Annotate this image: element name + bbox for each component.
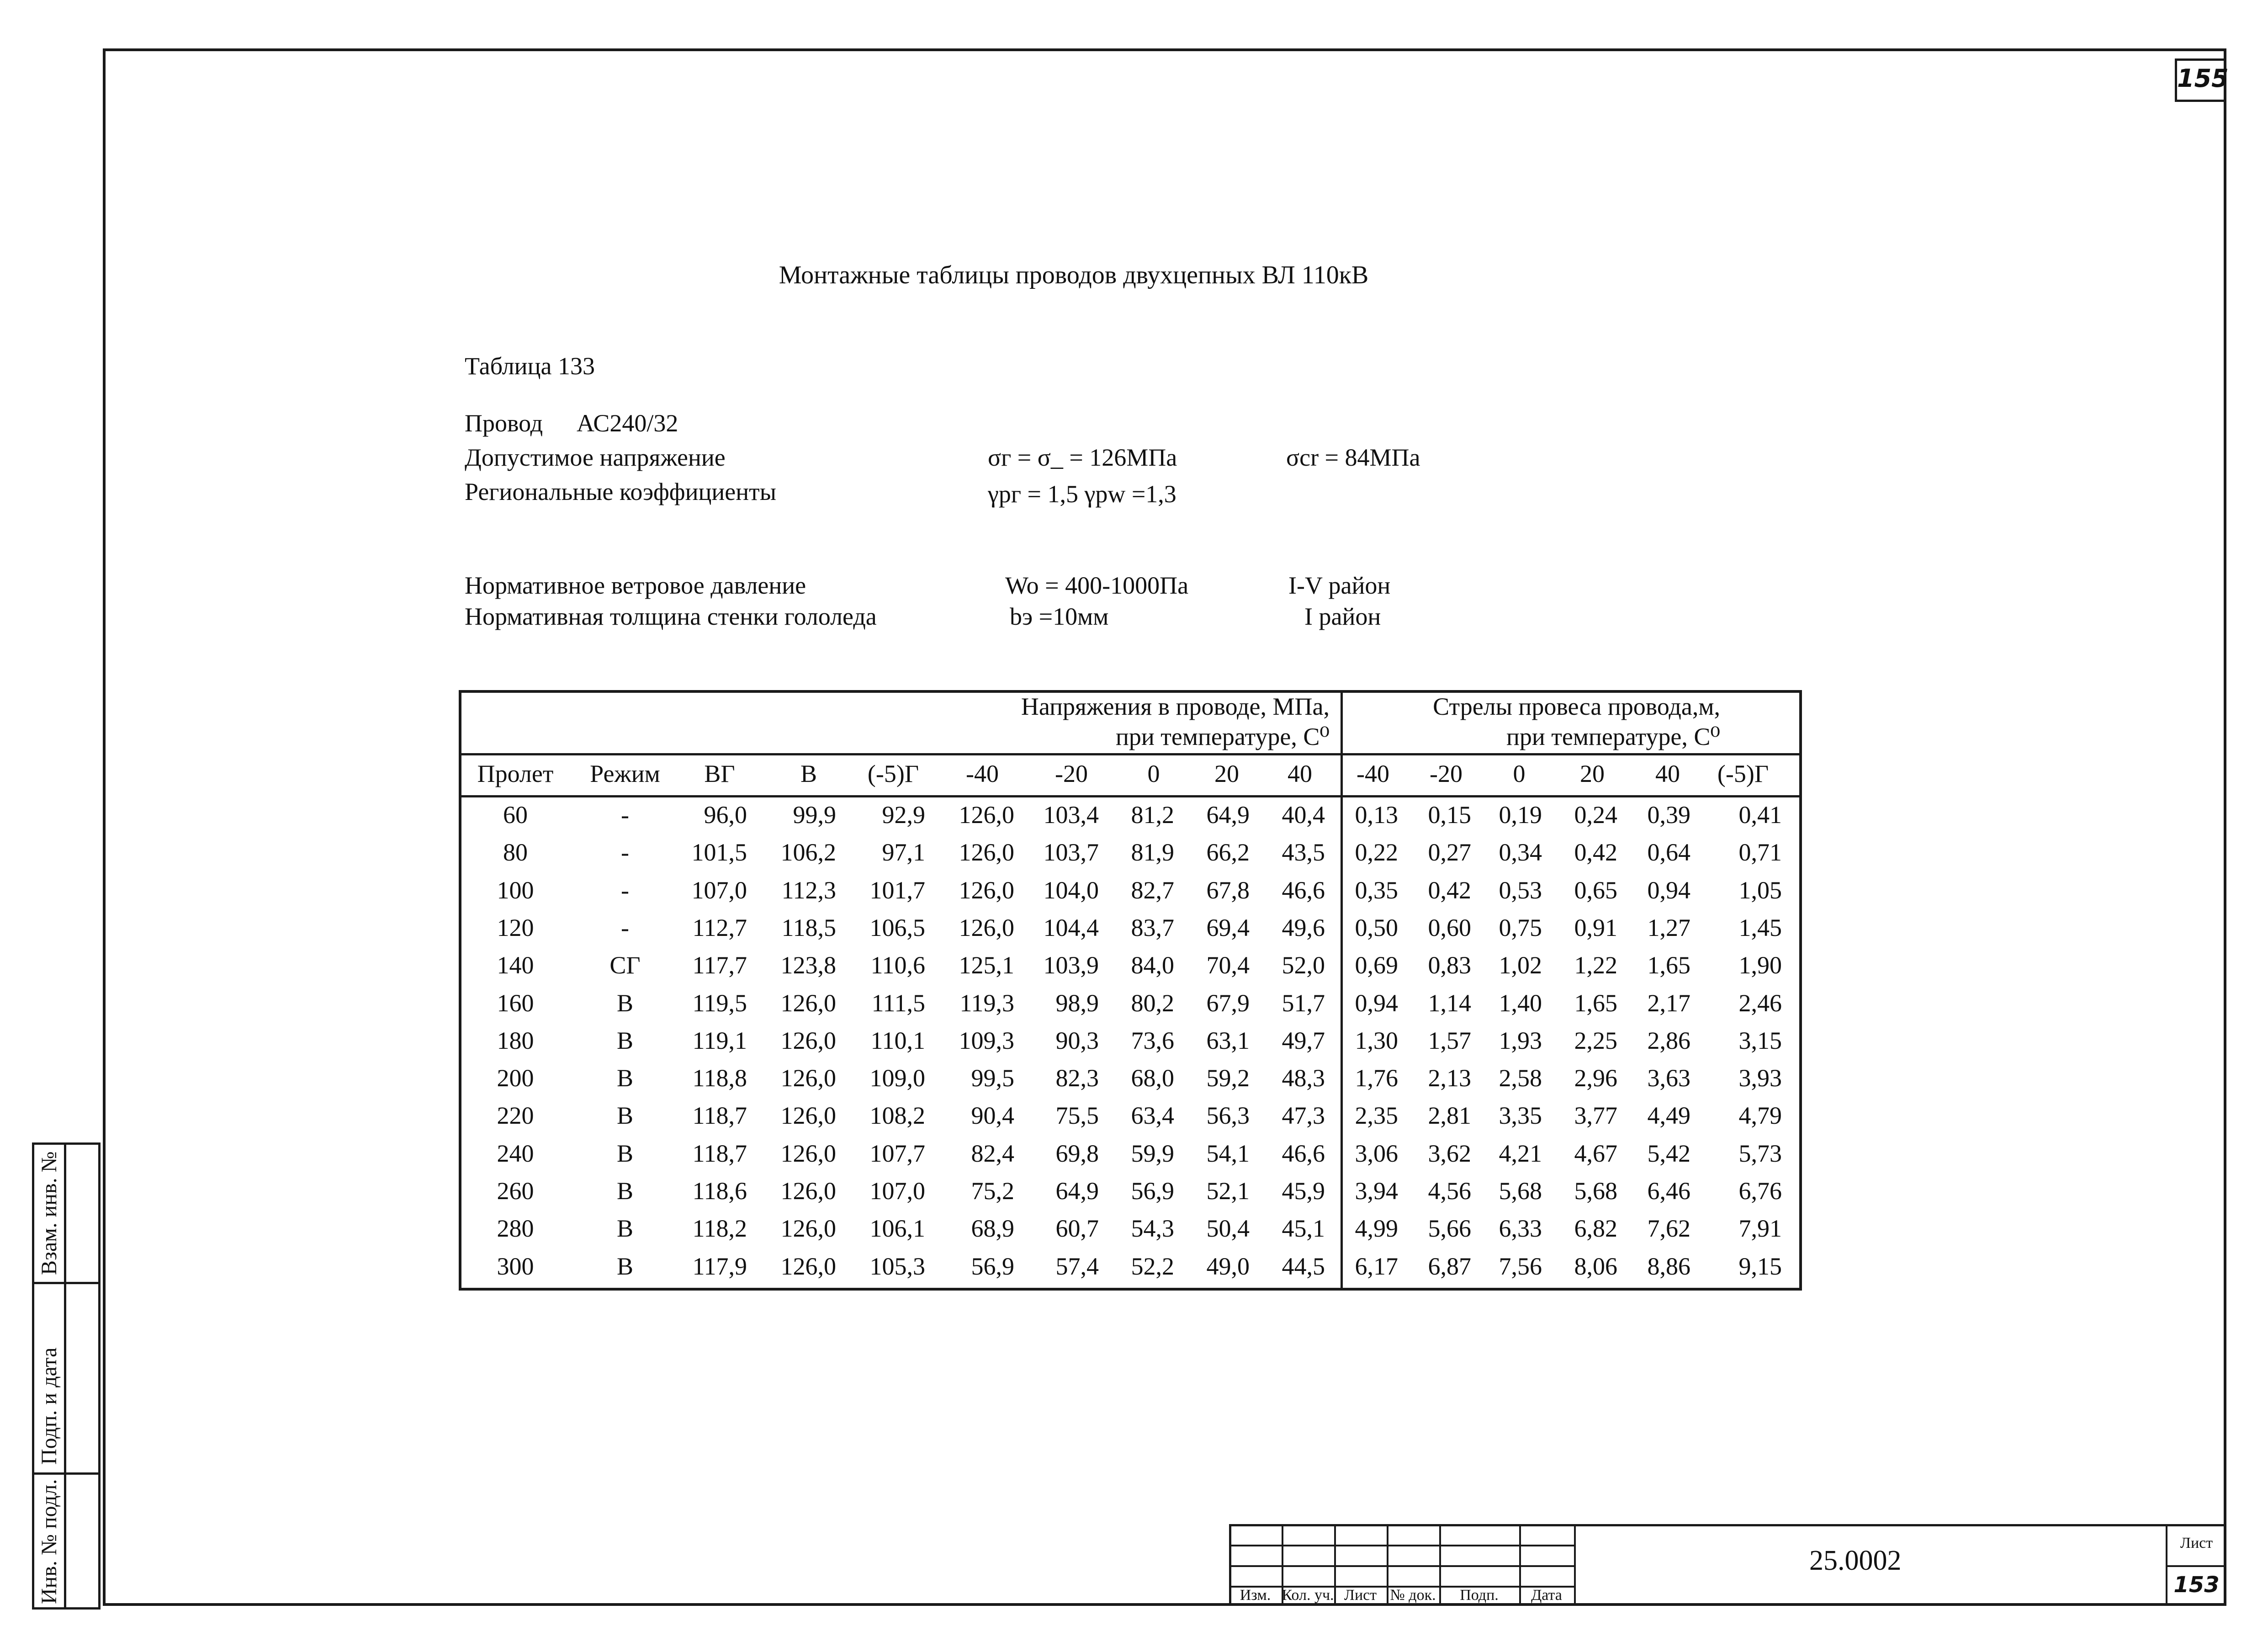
table-cell: 73,6 [1131, 1026, 1174, 1054]
column-header: -40 [1357, 760, 1389, 787]
title-block-row-line [1229, 1565, 1574, 1567]
replace-inventory-field: Взам. инв. № [37, 1151, 61, 1275]
table-cell: 46,6 [1282, 1139, 1325, 1167]
table-cell: 126,0 [959, 876, 1014, 904]
table-cell: 3,06 [1355, 1139, 1398, 1167]
table-cell: 99,9 [793, 801, 836, 829]
span-cell: 280 [497, 1215, 534, 1243]
table-cell: 0,15 [1428, 801, 1471, 829]
table-cell: 69,8 [1055, 1139, 1099, 1167]
column-header: -20 [1430, 760, 1463, 787]
table-cell: 1,57 [1428, 1026, 1471, 1054]
table-cell: 119,1 [692, 1026, 747, 1054]
table-cell: 0,35 [1355, 876, 1398, 904]
table-cell: 90,4 [971, 1102, 1014, 1130]
table-cell: 103,9 [1043, 951, 1099, 979]
table-cell: 3,94 [1355, 1177, 1398, 1205]
table-cell: 4,21 [1499, 1139, 1542, 1167]
column-header: 20 [1214, 760, 1239, 787]
table-cell: 92,9 [882, 801, 925, 829]
title-block-label: № док. [1390, 1587, 1436, 1604]
table-cell: 1,45 [1738, 914, 1782, 941]
table-cell: 49,7 [1282, 1026, 1325, 1054]
ice-region: I район [1304, 603, 1381, 630]
table-cell: 4,67 [1574, 1139, 1617, 1167]
table-cell: 63,4 [1131, 1102, 1174, 1130]
table-cell: 4,49 [1647, 1102, 1690, 1130]
table-cell: 2,13 [1428, 1064, 1471, 1092]
table-cell: 56,9 [1131, 1177, 1174, 1205]
table-cell: 68,9 [971, 1215, 1014, 1243]
table-cell: 45,1 [1282, 1215, 1325, 1243]
table-cell: 0,64 [1647, 839, 1690, 866]
table-cell: 70,4 [1206, 951, 1250, 979]
wire-value: АС240/32 [577, 409, 678, 437]
table-cell: 0,94 [1355, 989, 1398, 1017]
table-cell: 2,58 [1499, 1064, 1542, 1092]
ice-value: bэ =10мм [1010, 603, 1109, 630]
title-block-label: Кол. уч. [1282, 1587, 1334, 1604]
column-header: (-5)Г [867, 760, 919, 787]
stress-value: σг = σ_ = 126МПа [988, 444, 1177, 471]
ice-label: Нормативная толщина стенки гололеда [465, 603, 877, 630]
table-cell: 4,99 [1355, 1215, 1398, 1243]
table-cell: 51,7 [1282, 989, 1325, 1017]
table-cell: 0,53 [1499, 876, 1542, 904]
column-header: В [800, 760, 817, 787]
coef-label: Региональные коэффициенты [465, 478, 777, 505]
table-cell: 126,0 [780, 1026, 836, 1054]
table-cell: 6,76 [1738, 1177, 1782, 1205]
column-header: Режим [590, 760, 660, 787]
table-cell: 106,1 [869, 1215, 925, 1243]
table-cell: 101,5 [691, 839, 747, 866]
span-cell: 80 [503, 839, 528, 866]
table-cell: 1,90 [1738, 951, 1782, 979]
column-header: 0 [1147, 760, 1160, 787]
table-cell: 0,75 [1499, 914, 1542, 941]
column-header: ВГ [704, 760, 735, 787]
table-cell: 118,7 [692, 1139, 747, 1167]
wind-label: Нормативное ветровое давление [465, 572, 806, 599]
table-cell: 82,7 [1131, 876, 1174, 904]
table-cell: 117,7 [692, 951, 747, 979]
span-cell: 220 [497, 1102, 534, 1130]
table-cell: 2,86 [1647, 1026, 1690, 1054]
mode-cell: В [616, 989, 634, 1017]
span-cell: 260 [497, 1177, 534, 1205]
table-cell: 112,7 [692, 914, 747, 941]
table-header-divider [459, 753, 1802, 755]
table-cell: 0,13 [1355, 801, 1398, 829]
table-cell: 64,9 [1055, 1177, 1099, 1205]
span-cell: 160 [497, 989, 534, 1017]
span-cell: 140 [497, 951, 534, 979]
table-cell: 108,2 [869, 1102, 925, 1130]
column-header: -40 [966, 760, 999, 787]
column-header: 20 [1580, 760, 1605, 787]
table-cell: 106,2 [780, 839, 836, 866]
table-cell: 84,0 [1131, 951, 1174, 979]
table-cell: 1,02 [1499, 951, 1542, 979]
wind-region: I-V район [1288, 572, 1391, 599]
table-cell: 2,25 [1574, 1026, 1617, 1054]
table-cell: 57,4 [1055, 1252, 1099, 1280]
table-cell: 112,3 [781, 876, 836, 904]
table-cell: 75,2 [971, 1177, 1014, 1205]
table-cell: 98,9 [1055, 989, 1099, 1017]
table-cell: 6,33 [1499, 1215, 1542, 1243]
table-cell: 109,0 [869, 1064, 925, 1092]
table-cell: 60,7 [1055, 1215, 1099, 1243]
table-cell: 5,73 [1738, 1139, 1782, 1167]
table-cell: 48,3 [1282, 1064, 1325, 1092]
inventory-original-field: Инв. № подл. [37, 1479, 61, 1604]
coef-value: γpг = 1,5 γpw =1,3 [988, 480, 1176, 508]
column-header: 40 [1655, 760, 1680, 787]
table-cell: 81,9 [1131, 839, 1174, 866]
title-block-sheet-hline [2166, 1565, 2226, 1567]
table-cell: 118,2 [692, 1215, 747, 1243]
span-cell: 200 [497, 1064, 534, 1092]
mode-cell: СГ [609, 951, 641, 979]
table-cell: 110,1 [870, 1026, 925, 1054]
group-stress-line2: при температуре, C⁰ [1116, 723, 1330, 750]
span-cell: 100 [497, 876, 534, 904]
table-cell: 0,83 [1428, 951, 1471, 979]
table-cell: 119,3 [959, 989, 1014, 1017]
table-cell: 118,5 [781, 914, 836, 941]
table-cell: 69,4 [1206, 914, 1250, 941]
table-cell: 126,0 [959, 801, 1014, 829]
table-cell: 68,0 [1131, 1064, 1174, 1092]
table-cell: 52,2 [1131, 1252, 1174, 1280]
table-cell: 1,05 [1738, 876, 1782, 904]
span-cell: 60 [503, 801, 528, 829]
stress-avg: σcr = 84МПа [1286, 444, 1420, 471]
table-cell: 118,8 [692, 1064, 747, 1092]
column-header: 40 [1288, 760, 1312, 787]
table-cell: 0,22 [1355, 839, 1398, 866]
column-header: 0 [1513, 760, 1526, 787]
table-cell: 6,82 [1574, 1215, 1617, 1243]
table-cell: 117,9 [692, 1252, 747, 1280]
corner-number: 155 [2177, 64, 2229, 93]
table-cell: 75,5 [1055, 1102, 1099, 1130]
table-cell: 4,56 [1428, 1177, 1471, 1205]
table-cell: 80,2 [1131, 989, 1174, 1017]
column-header: -20 [1055, 760, 1088, 787]
mode-cell: В [616, 1026, 634, 1054]
mode-cell: В [616, 1102, 634, 1130]
table-cell: 64,9 [1206, 801, 1250, 829]
table-cell: 5,42 [1647, 1139, 1690, 1167]
table-cell: 104,0 [1043, 876, 1099, 904]
table-cell: 8,06 [1574, 1252, 1617, 1280]
title-block-label: Дата [1531, 1587, 1562, 1604]
wire-label: Провод [465, 409, 543, 437]
table-cell: 6,46 [1647, 1177, 1690, 1205]
mode-cell: В [616, 1177, 634, 1205]
table-cell: 9,15 [1738, 1252, 1782, 1280]
table-cell: 7,91 [1738, 1215, 1782, 1243]
table-cell: 1,22 [1574, 951, 1617, 979]
table-cell: 5,68 [1499, 1177, 1542, 1205]
table-cell: 3,77 [1574, 1102, 1617, 1130]
left-stamp-inner-line [64, 1142, 66, 1610]
table-cell: 6,17 [1355, 1252, 1398, 1280]
title-block-row-line [1229, 1545, 1574, 1546]
table-cell: 81,2 [1131, 801, 1174, 829]
table-cell: 82,4 [971, 1139, 1014, 1167]
table-body-divider [459, 795, 1802, 797]
span-cell: 180 [497, 1026, 534, 1054]
sheet-number: 153 [2173, 1572, 2220, 1598]
table-cell: 119,5 [692, 989, 747, 1017]
table-cell: 126,0 [780, 1139, 836, 1167]
table-cell: 126,0 [959, 839, 1014, 866]
table-cell: 2,96 [1574, 1064, 1617, 1092]
table-cell: 67,8 [1206, 876, 1250, 904]
table-cell: 63,1 [1206, 1026, 1250, 1054]
table-cell: 1,14 [1428, 989, 1471, 1017]
table-cell: 43,5 [1282, 839, 1325, 866]
table-cell: 1,40 [1499, 989, 1542, 1017]
table-cell: 45,9 [1282, 1177, 1325, 1205]
mode-cell: - [621, 876, 629, 904]
table-cell: 5,68 [1574, 1177, 1617, 1205]
table-cell: 101,7 [869, 876, 925, 904]
table-cell: 56,9 [971, 1252, 1014, 1280]
table-cell: 118,7 [692, 1102, 747, 1130]
table-cell: 52,1 [1206, 1177, 1250, 1205]
table-cell: 3,62 [1428, 1139, 1471, 1167]
mode-cell: В [616, 1064, 634, 1092]
group-sag-line2: при температуре, C⁰ [1506, 723, 1720, 750]
table-label: Таблица 133 [465, 352, 595, 380]
table-cell: 1,93 [1499, 1026, 1542, 1054]
document-code: 25.0002 [1809, 1545, 1902, 1576]
title-block-label: Лист [1344, 1587, 1377, 1604]
table-cell: 0,19 [1499, 801, 1542, 829]
table-cell: 96,0 [704, 801, 747, 829]
stress-label: Допустимое напряжение [465, 444, 726, 471]
table-cell: 56,3 [1206, 1102, 1250, 1130]
table-cell: 125,1 [959, 951, 1014, 979]
table-cell: 111,5 [871, 989, 925, 1017]
group-stress-line1: Напряжения в проводе, МПа, [1021, 693, 1330, 720]
sheet-label: Лист [2180, 1535, 2213, 1551]
mode-cell: В [616, 1139, 634, 1167]
table-cell: 0,69 [1355, 951, 1398, 979]
table-cell: 97,1 [882, 839, 925, 866]
table-cell: 123,8 [780, 951, 836, 979]
table-cell: 8,86 [1647, 1252, 1690, 1280]
table-cell: 110,6 [870, 951, 925, 979]
table-cell: 40,4 [1282, 801, 1325, 829]
table-cell: 1,65 [1574, 989, 1617, 1017]
table-cell: 126,0 [780, 1215, 836, 1243]
table-cell: 1,76 [1355, 1064, 1398, 1092]
table-cell: 107,0 [691, 876, 747, 904]
table-cell: 59,9 [1131, 1139, 1174, 1167]
table-cell: 0,65 [1574, 876, 1617, 904]
mode-cell: В [616, 1252, 634, 1280]
table-cell: 7,62 [1647, 1215, 1690, 1243]
table-cell: 0,41 [1738, 801, 1782, 829]
table-cell: 0,24 [1574, 801, 1617, 829]
span-cell: 300 [497, 1252, 534, 1280]
table-cell: 1,30 [1355, 1026, 1398, 1054]
table-cell: 2,81 [1428, 1102, 1471, 1130]
table-cell: 106,5 [869, 914, 925, 941]
table-cell: 50,4 [1206, 1215, 1250, 1243]
mode-cell: - [621, 801, 629, 829]
table-cell: 118,6 [692, 1177, 747, 1205]
table-cell: 54,1 [1206, 1139, 1250, 1167]
table-cell: 109,3 [959, 1026, 1014, 1054]
column-header: (-5)Г [1717, 760, 1769, 787]
column-header: Пролет [477, 760, 554, 787]
table-cell: 2,17 [1647, 989, 1690, 1017]
table-cell: 0,50 [1355, 914, 1398, 941]
table-cell: 107,7 [869, 1139, 925, 1167]
table-cell: 2,46 [1738, 989, 1782, 1017]
table-cell: 47,3 [1282, 1102, 1325, 1130]
signature-date-field: Подп. и дата [37, 1347, 61, 1465]
table-cell: 1,27 [1647, 914, 1690, 941]
table-cell: 3,93 [1738, 1064, 1782, 1092]
table-cell: 49,0 [1206, 1252, 1250, 1280]
table-cell: 46,6 [1282, 876, 1325, 904]
table-cell: 0,94 [1647, 876, 1690, 904]
mode-cell: В [616, 1215, 634, 1243]
wind-value: Wo = 400-1000Па [1005, 572, 1189, 599]
table-cell: 107,0 [869, 1177, 925, 1205]
table-cell: 4,79 [1738, 1102, 1782, 1130]
table-cell: 0,34 [1499, 839, 1542, 866]
page-title: Монтажные таблицы проводов двухцепных ВЛ 110кВ [779, 261, 1369, 289]
group-sag-line1: Стрелы провеса провода,м, [1433, 693, 1720, 720]
table-cell: 49,6 [1282, 914, 1325, 941]
table-cell: 52,0 [1282, 951, 1325, 979]
table-cell: 5,66 [1428, 1215, 1471, 1243]
left-stamp-divider [32, 1472, 101, 1475]
table-cell: 54,3 [1131, 1215, 1174, 1243]
table-cell: 7,56 [1499, 1252, 1542, 1280]
table-cell: 126,0 [780, 1102, 836, 1130]
table-cell: 82,3 [1055, 1064, 1099, 1092]
title-block-code-divider [1574, 1524, 1576, 1606]
table-cell: 66,2 [1206, 839, 1250, 866]
table-cell: 59,2 [1206, 1064, 1250, 1092]
table-cell: 126,0 [780, 1252, 836, 1280]
span-cell: 120 [497, 914, 534, 941]
table-cell: 104,4 [1043, 914, 1099, 941]
span-cell: 240 [497, 1139, 534, 1167]
table-cell: 3,63 [1647, 1064, 1690, 1092]
table-cell: 0,91 [1574, 914, 1617, 941]
table-cell: 126,0 [959, 914, 1014, 941]
mode-cell: - [621, 839, 629, 866]
table-cell: 67,9 [1206, 989, 1250, 1017]
table-cell: 0,60 [1428, 914, 1471, 941]
table-cell: 99,5 [971, 1064, 1014, 1092]
table-cell: 103,4 [1043, 801, 1099, 829]
title-block-label: Подп. [1460, 1587, 1499, 1604]
left-stamp-divider [32, 1282, 101, 1284]
table-cell: 126,0 [780, 989, 836, 1017]
table-cell: 126,0 [780, 1064, 836, 1092]
table-cell: 90,3 [1055, 1026, 1099, 1054]
table-cell: 0,42 [1574, 839, 1617, 866]
table-cell: 83,7 [1131, 914, 1174, 941]
table-cell: 0,27 [1428, 839, 1471, 866]
table-cell: 126,0 [780, 1177, 836, 1205]
title-block-label: Изм. [1240, 1587, 1271, 1604]
table-cell: 44,5 [1282, 1252, 1325, 1280]
table-cell: 105,3 [869, 1252, 925, 1280]
table-cell: 0,42 [1428, 876, 1471, 904]
table-cell: 2,35 [1355, 1102, 1398, 1130]
mode-cell: - [621, 914, 629, 941]
table-cell: 1,65 [1647, 951, 1690, 979]
table-cell: 0,39 [1647, 801, 1690, 829]
table-cell: 3,15 [1738, 1026, 1782, 1054]
table-cell: 0,71 [1738, 839, 1782, 866]
table-cell: 103,7 [1043, 839, 1099, 866]
table-cell: 6,87 [1428, 1252, 1471, 1280]
table-cell: 3,35 [1499, 1102, 1542, 1130]
